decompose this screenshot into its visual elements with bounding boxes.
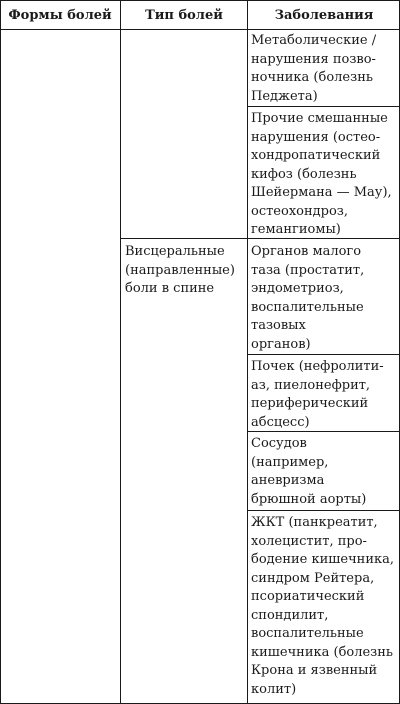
- row-rule: [121, 238, 400, 239]
- row-rule: [248, 510, 400, 511]
- header-pain-type: Тип болей: [145, 8, 223, 23]
- disease-kidney: Почек (нефролити- аз, пиелонефрит, периферический абсцесс): [251, 359, 384, 430]
- pain-type-visceral: Висцеральные (направленные) боли в спине: [125, 244, 235, 296]
- column-rule: [247, 0, 248, 704]
- disease-metabolic: Метаболические / нарушения позво- ночника (болезнь Педжета): [251, 33, 377, 104]
- row-rule: [248, 431, 400, 432]
- header-bottom-rule: [0, 29, 400, 30]
- row-rule: [248, 354, 400, 355]
- column-rule: [120, 0, 121, 704]
- column-rule: [0, 0, 1, 704]
- header-diseases: Заболевания: [274, 8, 374, 23]
- disease-vessels: Сосудов (например, аневризма брюшной аорты): [251, 436, 367, 507]
- disease-pelvic: Органов малого таза (простатит, эндометриоз, воспалительные тазовых органов): [251, 244, 365, 352]
- table-border-top: [0, 0, 400, 1]
- header-pain-forms: Формы болей: [8, 8, 112, 23]
- disease-gi: ЖКТ (панкреатит, холецистит, про- бодение кишечника, синдром Рейтера, псориатический спондилит, воспалительные кишечника (болезнь Крона и язвенный колит): [251, 515, 395, 697]
- row-rule: [248, 106, 400, 107]
- disease-mixed: Прочие смешанные нарушения (остео- хондропатический кифоз (болезнь Шейермана — Мау), остеохондроз, гемангиомы): [251, 111, 392, 237]
